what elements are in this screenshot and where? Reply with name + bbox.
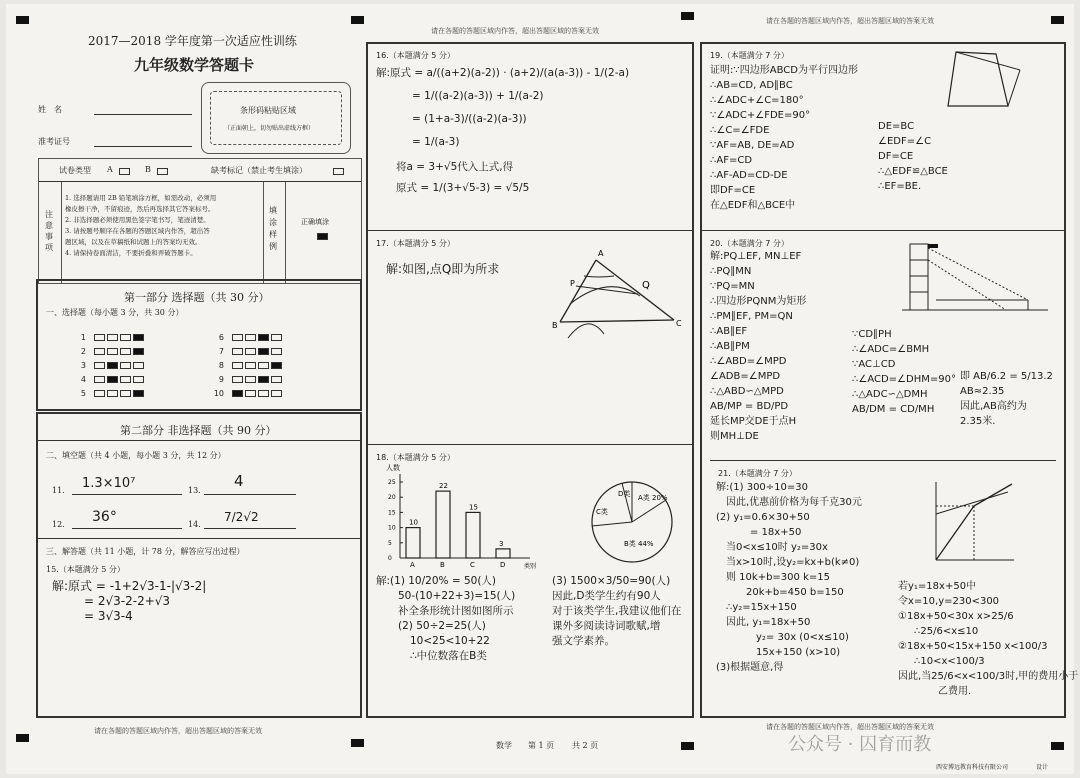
mc-option[interactable] (232, 362, 243, 369)
barcode-dashed-box (210, 91, 342, 145)
bar-value-label: 22 (439, 482, 448, 491)
answer-19-right (878, 120, 948, 195)
answer-line: AB≈2.35 (960, 386, 1005, 397)
segment (956, 52, 1020, 70)
exam-title: 2017—2018 学年度第一次适应性训练 (88, 34, 297, 48)
mc-row (208, 333, 284, 342)
mc-option[interactable] (258, 362, 269, 369)
mc-option[interactable] (245, 348, 256, 355)
q15-label: 15.（本题满分 5 分） (46, 565, 125, 574)
mc-option[interactable] (258, 334, 269, 341)
pie-divider (632, 500, 666, 522)
answer-line: ∴EF=BE. (878, 181, 922, 192)
answer-line: 证明:∵四边形ABCD为平行四边形 (710, 65, 858, 76)
timing-mark (351, 739, 364, 747)
mc-option[interactable] (94, 376, 105, 383)
fill-example-mark (317, 233, 328, 240)
mc-row (70, 347, 146, 356)
answer-line: ∴△ADC∽△DMH (852, 389, 928, 400)
answer-line: 即DF=CE (710, 185, 756, 196)
pie-label-d: D类 (618, 490, 631, 498)
answer-line: 则 10k+b=300 k=15 (726, 572, 830, 583)
mc-row (208, 361, 284, 370)
blank-line (204, 494, 296, 495)
parallelogram (948, 52, 1008, 106)
q16-label: 16.（本题满分 5 分） (376, 51, 455, 60)
mc-option[interactable] (94, 348, 105, 355)
name-field[interactable] (94, 114, 192, 115)
timing-mark (681, 12, 694, 20)
y-tick-label: 25 (388, 479, 396, 486)
answer-line: ∵AF=AB, DE=AD (710, 140, 795, 151)
q20-label: 20.（本题满分 7 分） (710, 239, 789, 248)
answer-line: 令x=10,y=230<300 (898, 596, 1000, 607)
answer-line: = 3√3-4 (84, 609, 133, 623)
top-mark (928, 244, 938, 248)
y-axis-label: 人数 (386, 464, 400, 472)
mc-number: 10 (213, 389, 224, 398)
divider (263, 182, 264, 283)
answer-line: ∴y₂=15x+150 (726, 602, 797, 613)
mc-option[interactable] (94, 390, 105, 397)
q11-label: 11. (52, 486, 65, 495)
building (910, 244, 928, 310)
barcode-note: （正面朝上，切勿贴出虚线方框） (224, 125, 315, 132)
mc-option[interactable] (120, 348, 131, 355)
mc-option[interactable] (133, 334, 144, 341)
info-table (38, 158, 362, 284)
answer-line: 课外多阅读诗词歌赋,增 (552, 620, 661, 632)
mc-number: 3 (80, 361, 86, 370)
answer-line: ∵AC⊥CD (852, 359, 896, 370)
mc-option[interactable] (271, 390, 282, 397)
note-item: 3. 请按题号顺序在各题的答题区域内作答，超出答 (65, 227, 210, 235)
page-title: 九年级数学答题卡 (134, 56, 255, 74)
note-item: 4. 请保持卷面清洁，不要折叠和弄破答题卡。 (65, 249, 197, 257)
id-field[interactable] (94, 146, 192, 147)
mc-option[interactable] (271, 362, 282, 369)
mc-row (70, 389, 146, 398)
mc-option[interactable] (107, 376, 118, 383)
type-label: 试卷类型 (59, 166, 91, 175)
part1-sub: 一、选择题（每小题 3 分，共 30 分） (46, 308, 184, 317)
answer-sheet (6, 4, 1079, 774)
mc-option[interactable] (271, 376, 282, 383)
answer-line: ∵CD∥PH (852, 329, 892, 340)
answer-line: 在△EDF和△BCE中 (710, 200, 796, 211)
type-a-label: A (107, 165, 113, 174)
answer-line: ∴∠ADC=∠BMH (852, 344, 930, 355)
y-tick-label: 10 (388, 524, 396, 532)
answer-line: ∠EDF=∠C (878, 136, 932, 147)
answer-line: = 2√3-2-2+√3 (84, 594, 171, 608)
footer-publisher: 西安博远教育科技有限公司 (936, 764, 1009, 771)
parallelogram-figure (934, 44, 1026, 116)
q18-label: 18.（本题满分 5 分） (376, 453, 455, 462)
building-figure (902, 234, 1052, 320)
answer-line: ∴25/6<x≤10 (914, 626, 979, 637)
footer-subject: 数学 (496, 741, 512, 750)
answer-18-right (552, 574, 681, 649)
answer-line: (2) 50÷2=25(人) (398, 620, 486, 632)
mc-option[interactable] (133, 390, 144, 397)
mc-option[interactable] (94, 362, 105, 369)
fill-correct-label: 正确填涂 (301, 218, 329, 226)
construction-arc (568, 324, 604, 338)
blank-line (72, 494, 182, 495)
mc-row (208, 347, 284, 356)
mc-option[interactable] (245, 376, 256, 383)
answer-line: ∴AF-AD=CD-DE (710, 170, 788, 181)
pie-label-c: C类 (596, 508, 608, 516)
type-a-checkbox[interactable] (119, 168, 130, 175)
footer-design: 设计 (1036, 764, 1049, 771)
y-tick-label: 5 (388, 539, 392, 547)
answer-line: 乙费用. (938, 686, 972, 697)
mc-number: 7 (218, 347, 224, 356)
answer-18-left (376, 574, 515, 664)
answer-line: 将a = 3+√5代入上式,得 (396, 161, 514, 173)
answer-line: 当0<x≤10时 y₂=30x (726, 542, 828, 553)
answer-line: 2.35米. (960, 416, 996, 427)
x-tick-label: A (410, 561, 415, 569)
answer-line: 补全条形统计图如图所示 (398, 605, 514, 617)
mc-option[interactable] (258, 390, 269, 397)
answer-line: (3) 1500×3/50=90(人) (552, 575, 671, 587)
bottom-notice: 请在各题的答题区域内作答，超出答题区域的答案无效 (766, 723, 934, 731)
pie-divider (592, 522, 632, 526)
type-b-checkbox[interactable] (157, 168, 168, 175)
type-b-label: B (145, 165, 151, 174)
answer-line: ∵PQ=MN (710, 281, 755, 292)
construction-arc (584, 276, 614, 277)
bar (436, 491, 450, 558)
mc-option[interactable] (120, 362, 131, 369)
divider (368, 444, 692, 445)
answer-line: ∴∠C=∠FDE (710, 125, 770, 136)
answer-line: ∴△ABD∽△MPD (710, 386, 784, 397)
mc-option[interactable] (232, 390, 243, 397)
point-c-label: C (676, 319, 682, 328)
part2-box (36, 412, 362, 718)
answer-line: ∴AF=CD (710, 155, 753, 166)
answer-16 (376, 66, 629, 196)
note-item: 题区域，以及在草稿纸和试题上的答案均无效。 (65, 238, 202, 246)
sight-line (928, 248, 1028, 300)
answer-line: AB/DM = CD/MH (852, 404, 935, 415)
mc-option[interactable] (133, 376, 144, 383)
notes-list (65, 193, 216, 259)
note-item: 橡皮擦干净，不留痕迹，然后再选择其它答案标号。 (65, 205, 215, 213)
answer-line: AB/MP = BD/PD (710, 401, 789, 412)
x-tick-label: D (500, 561, 506, 569)
q13-label: 13. (188, 486, 201, 495)
answer-line: ∴四边形PQNM为矩形 (710, 296, 807, 307)
pie-divider (622, 483, 632, 522)
mc-row (70, 375, 146, 384)
bar (466, 512, 480, 558)
footer-total: 共 2 页 (572, 741, 599, 750)
divider (710, 460, 1056, 461)
answer-line: 15x+150 (x>10) (756, 647, 841, 658)
q17-label: 17.（本题满分 5 分） (376, 239, 455, 248)
y-tick-label: 20 (388, 494, 396, 502)
column-3-box (700, 42, 1079, 718)
answer-line: 因此,当25/6<x<100/3时,甲的费用小于 (898, 671, 1079, 682)
notes-label: 注意事项 (45, 210, 53, 252)
mc-number: 8 (218, 361, 224, 370)
absent-label: 缺考标记（禁止考生填涂） (211, 166, 307, 175)
mc-row (208, 375, 284, 384)
id-label: 准考证号 (38, 137, 70, 146)
timing-mark (351, 16, 364, 24)
answer-line: 若y₁=18x+50中 (898, 581, 977, 592)
answer-line: = 1/(a-3) (412, 136, 460, 148)
answer-line: (2) y₁=0.6×30+50 (716, 512, 810, 523)
triangle-figure (548, 242, 688, 354)
answer-line: ②18x+50<15x+150 x<100/3 (898, 641, 1048, 652)
divider (39, 181, 361, 182)
mc-option[interactable] (120, 334, 131, 341)
answer-21-right (898, 580, 1078, 700)
answer-line: (3)根据题意,得 (716, 662, 784, 673)
q21-label: 21.（本题满分 7 分） (718, 469, 797, 478)
mc-option[interactable] (245, 334, 256, 341)
bar-value-label: 15 (469, 503, 478, 512)
part1-box (36, 279, 362, 411)
answer-19-left (710, 64, 858, 214)
pie-label-a: A类 20% (638, 494, 668, 502)
divider (702, 230, 1064, 231)
answer-line: ①18x+50<30x x>25/6 (898, 611, 1014, 622)
answer-line: 因此,D类学生约有90人 (552, 590, 661, 602)
mc-option[interactable] (107, 348, 118, 355)
answer-21-left (716, 480, 862, 675)
mc-option[interactable] (120, 376, 131, 383)
bottom-notice: 请在各题的答题区域内作答，超出答题区域的答案无效 (94, 727, 262, 735)
answer-line: DE=BC (878, 121, 915, 132)
mc-number: 6 (218, 333, 224, 342)
mc-number: 4 (80, 375, 86, 384)
mc-option[interactable] (271, 348, 282, 355)
bar (496, 549, 510, 558)
answer-line: 因此, y₁=18x+50 (726, 617, 811, 628)
line-segment (974, 484, 1012, 506)
answer-line: ∴AB∥PM (710, 341, 750, 352)
timing-mark (16, 734, 29, 742)
mc-option[interactable] (133, 362, 144, 369)
answer-line: 延长MP交DE于点H (710, 416, 797, 427)
mc-number: 2 (80, 347, 86, 356)
divider (61, 182, 62, 283)
answer-line: 因此,优惠前价格为每千克30元 (726, 497, 862, 508)
answer-line: y₂= 30x (0<x≤10) (756, 632, 849, 643)
sight-line (928, 260, 1006, 310)
answer-12: 36° (92, 509, 117, 525)
q14-label: 14. (188, 520, 201, 529)
mc-row (70, 333, 146, 342)
graph-21 (918, 478, 1018, 568)
mc-option[interactable] (107, 390, 118, 397)
timing-mark (681, 742, 694, 750)
answer-20-mid (852, 328, 956, 418)
answer-11: 1.3×10⁷ (82, 476, 136, 491)
mc-option[interactable] (245, 362, 256, 369)
solve-sub: 三、解答题（共 11 小题，计 78 分，解答应写出过程） (46, 547, 245, 556)
answer-line: 解:(1) 300÷10=30 (716, 482, 809, 493)
mc-option[interactable] (94, 334, 105, 341)
mc-option[interactable] (258, 348, 269, 355)
mc-option[interactable] (133, 348, 144, 355)
blank-line (204, 528, 296, 529)
part1-title: 第一部分 选择题（共 30 分） (124, 291, 270, 304)
barcode-label: 条形码粘贴区域 (240, 106, 296, 115)
mc-option[interactable] (232, 376, 243, 383)
part2-title: 第二部分 非选择题（共 90 分） (120, 424, 277, 437)
answer-line: = 1/((a-2)(a-3)) + 1/(a-2) (412, 90, 544, 102)
answer-20-left (710, 250, 806, 445)
pie-chart (582, 476, 682, 568)
answer-20-right (960, 370, 1053, 430)
timing-mark (16, 16, 29, 24)
answer-line: ∴中位数落在B类 (410, 650, 487, 662)
mc-option[interactable] (107, 362, 118, 369)
absent-checkbox[interactable] (333, 168, 344, 175)
answer-line: ∵∠ADC+∠FDE=90° (710, 110, 811, 121)
column-2-box (366, 42, 694, 718)
bar-chart (374, 464, 544, 574)
timing-mark (1051, 742, 1064, 750)
bar (406, 528, 420, 558)
answer-line: ∴PQ∥MN (710, 266, 752, 277)
answer-line: 解:原式 = -1+2√3-1-|√3-2| (52, 579, 207, 593)
top-notice: 请在各题的答题区域内作答，超出答题区域的答案无效 (431, 27, 599, 35)
mc-option[interactable] (258, 376, 269, 383)
x-tick-label: B (440, 561, 445, 569)
bar-value-label: 10 (409, 518, 418, 527)
blank-line (72, 528, 182, 529)
answer-line: 则MH⊥DE (710, 431, 759, 442)
y-tick-label: 0 (388, 555, 392, 562)
q19-label: 19.（本题满分 7 分） (710, 51, 789, 60)
note-item: 2. 非选择题必须使用黑色签字笔书写，笔迹清楚。 (65, 216, 210, 224)
x-tick-label: C (470, 561, 475, 569)
x-axis-label: 类别 (524, 563, 537, 570)
answer-line: ∴△EDF≌△BCE (878, 166, 948, 177)
answer-line: ∴10<x<100/3 (914, 656, 985, 667)
segment (1008, 70, 1020, 106)
mc-row (70, 361, 146, 370)
answer-line: ∴AB=CD, AD∥BC (710, 80, 793, 91)
answer-line: 因此,AB高约为 (960, 401, 1027, 412)
footer-page: 第 1 页 (528, 741, 555, 750)
answer-line: 解:(1) 10/20% = 50(人) (376, 575, 497, 587)
answer-line: ∴∠ABD=∠MPD (710, 356, 787, 367)
note-item: 1. 选择题请用 2B 铅笔填涂方框，如需改动，必须用 (65, 194, 217, 202)
answer-line: 20k+b=450 b=150 (746, 587, 844, 598)
answer-14: 7/2√2 (224, 510, 259, 524)
q12-label: 12. (52, 520, 65, 529)
mc-option[interactable] (245, 390, 256, 397)
divider (38, 538, 360, 539)
divider (285, 182, 286, 283)
answer-line: = (1+a-3)/((a-2)(a-3)) (412, 113, 527, 125)
answer-line: 即 AB/6.2 = 5/13.2 (960, 371, 1053, 382)
answer-line: DF=CE (878, 151, 914, 162)
answer-line: ∴∠ACD=∠DHM=90° (852, 374, 956, 385)
answer-line: ∴∠ADC+∠C=180° (710, 95, 804, 106)
pie-label-b: B类 44% (624, 540, 654, 548)
line-y1 (936, 492, 1008, 514)
answer-line: 原式 = 1/(3+√5-3) = √5/5 (396, 182, 530, 194)
divider (38, 440, 360, 441)
name-label: 姓 名 (38, 105, 62, 114)
divider (368, 230, 692, 231)
fill-sub: 二、填空题（共 4 小题，每小题 3 分，共 12 分） (46, 451, 226, 460)
mc-number: 1 (80, 333, 86, 342)
mc-row (208, 389, 284, 398)
answer-line: 解:PQ⊥EF, MN⊥EF (710, 251, 802, 262)
answer-13: 4 (234, 472, 244, 490)
mc-number: 9 (218, 375, 224, 384)
answer-line: 当x>10时,设y₂=kx+b(k≠0) (726, 557, 860, 568)
answer-line: = 18x+50 (750, 527, 802, 538)
line-segment (936, 506, 974, 560)
top-notice: 请在各题的答题区域内作答，超出答题区域的答案无效 (766, 17, 934, 25)
answer-line: ∴AB∥EF (710, 326, 748, 337)
answer-line: 10<25<10+22 (410, 635, 490, 647)
bar-value-label: 3 (499, 539, 504, 548)
mc-option[interactable] (232, 334, 243, 341)
fill-label: 填涂样例 (269, 206, 277, 251)
answer-line: 解:原式 = a/((a+2)(a-2)) · (a+2)/(a(a-3)) - 1/(2-a) (376, 67, 630, 79)
mc-option[interactable] (271, 334, 282, 341)
watermark: 公众号 · 囚育而教 (788, 734, 932, 755)
point-p-label: P (570, 279, 575, 288)
answer-line: 50-(10+22+3)=15(人) (398, 590, 516, 602)
point-b-label: B (552, 321, 558, 330)
mc-option[interactable] (107, 334, 118, 341)
answer-line: ∴PM∥EF, PM=QN (710, 311, 793, 322)
answer-15 (52, 578, 206, 623)
answer-line: 强文学素养。 (552, 635, 615, 647)
mc-option[interactable] (120, 390, 131, 397)
y-tick-label: 15 (388, 509, 396, 517)
answer-17: 解:如图,点Q即为所求 (386, 262, 500, 276)
mc-option[interactable] (232, 348, 243, 355)
answer-line: ∠ADB=∠MPD (710, 371, 781, 382)
edge-bc (560, 320, 674, 322)
answer-line: 对于该类学生,我建议他们在 (552, 605, 682, 617)
point-a-label: A (598, 249, 604, 258)
mc-number: 5 (80, 389, 86, 398)
barcode-area (201, 82, 351, 154)
timing-mark (1051, 16, 1064, 24)
point-q-label: Q (642, 280, 650, 291)
